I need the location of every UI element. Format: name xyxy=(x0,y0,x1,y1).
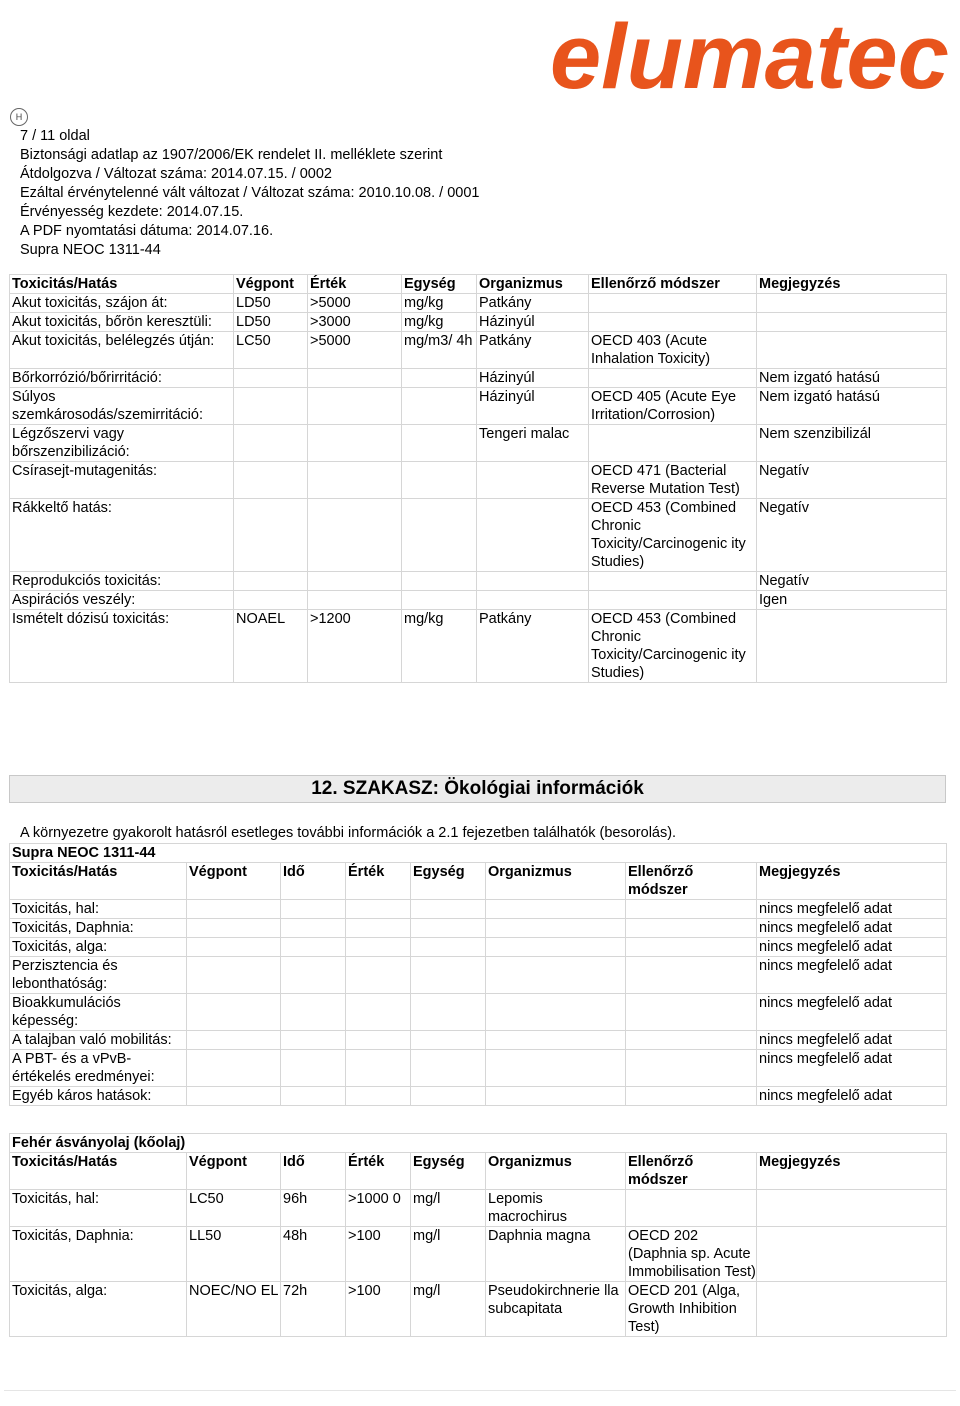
column-header: Toxicitás/Hatás xyxy=(10,275,234,294)
table-cell xyxy=(486,938,626,957)
column-header: Végpont xyxy=(234,275,308,294)
table-cell xyxy=(402,591,477,610)
table-cell: Tengeri malac xyxy=(477,425,589,462)
table-cell xyxy=(411,1050,486,1087)
table-cell xyxy=(234,369,308,388)
page-number: 7 / 11 oldal xyxy=(20,128,90,144)
table-cell: Ismételt dózisú toxicitás: xyxy=(10,610,234,683)
table-cell: nincs megfelelő adat xyxy=(757,900,947,919)
table-cell: Negatív xyxy=(757,572,947,591)
table-cell xyxy=(411,919,486,938)
column-header: Megjegyzés xyxy=(757,1153,947,1190)
table-cell xyxy=(281,1031,346,1050)
table-cell xyxy=(486,1050,626,1087)
table-cell: Csírasejt-mutagenitás: xyxy=(10,462,234,499)
table-cell: >1000 0 xyxy=(346,1190,411,1227)
column-header: Egység xyxy=(411,863,486,900)
column-header: Megjegyzés xyxy=(757,863,947,900)
eco-product-name: Supra NEOC 1311-44 xyxy=(10,844,947,863)
table-cell xyxy=(589,572,757,591)
table-cell xyxy=(757,1282,947,1337)
table-cell: Toxicitás, alga: xyxy=(10,938,187,957)
table-cell xyxy=(626,957,757,994)
table-cell xyxy=(626,1031,757,1050)
table-row xyxy=(10,1031,947,1050)
table-header-row xyxy=(10,863,947,900)
table-cell xyxy=(589,294,757,313)
table-cell xyxy=(757,313,947,332)
table-cell xyxy=(187,1087,281,1106)
table-row xyxy=(10,994,947,1031)
column-header: Organizmus xyxy=(477,275,589,294)
table-cell: Akut toxicitás, bőrön keresztüli: xyxy=(10,313,234,332)
elumatec-logo xyxy=(548,2,960,102)
table-cell xyxy=(402,462,477,499)
table-cell xyxy=(308,499,402,572)
table-cell: Igen xyxy=(757,591,947,610)
column-header: Idő xyxy=(281,1153,346,1190)
table-cell xyxy=(281,919,346,938)
section-12-intro: A környezetre gyakorolt hatásról esetleges további információk a 2.1 fejezetben találhatók (besorolás). xyxy=(20,825,677,841)
table-cell: Nem izgató hatású xyxy=(757,388,947,425)
table-cell: Bioakkumulációs képesség: xyxy=(10,994,187,1031)
table-cell: Toxicitás, Daphnia: xyxy=(10,919,187,938)
table-cell xyxy=(477,591,589,610)
section-12-title: 12. SZAKASZ: Ökológiai információk xyxy=(9,775,946,803)
table-cell xyxy=(281,1087,346,1106)
table-cell xyxy=(589,591,757,610)
table-cell xyxy=(411,1087,486,1106)
table-cell xyxy=(234,591,308,610)
table-cell: mg/l xyxy=(411,1282,486,1337)
column-header: Érték xyxy=(346,1153,411,1190)
table-cell xyxy=(626,1190,757,1227)
table-cell xyxy=(411,938,486,957)
document-header xyxy=(20,127,479,260)
table-cell: Rákkeltő hatás: xyxy=(10,499,234,572)
table-cell xyxy=(626,919,757,938)
table-cell xyxy=(346,1087,411,1106)
table-cell: A PBT- és a vPvB-értékelés eredményei: xyxy=(10,1050,187,1087)
table-cell xyxy=(486,957,626,994)
valid-from-line: Érvényesség kezdete: 2014.07.15. xyxy=(20,204,244,220)
eco-table-mineral-oil-body xyxy=(10,1190,947,1337)
table-cell xyxy=(187,938,281,957)
pdf-date-line: A PDF nyomtatási dátuma: 2014.07.16. xyxy=(20,223,274,239)
table-cell: A talajban való mobilitás: xyxy=(10,1031,187,1050)
page-bottom-rule xyxy=(4,1390,956,1391)
table-cell: mg/m3/ 4h xyxy=(402,332,477,369)
table-cell xyxy=(187,1050,281,1087)
table-cell: Toxicitás, hal: xyxy=(10,900,187,919)
table-cell xyxy=(308,425,402,462)
table-row xyxy=(10,900,947,919)
table-cell xyxy=(477,572,589,591)
table-cell: Bőrkorrózió/bőrirritáció: xyxy=(10,369,234,388)
table-cell: Toxicitás, Daphnia: xyxy=(10,1227,187,1282)
table-cell: mg/kg xyxy=(402,294,477,313)
table-cell: LC50 xyxy=(187,1190,281,1227)
table-cell xyxy=(281,994,346,1031)
table-cell xyxy=(589,369,757,388)
table-cell xyxy=(402,572,477,591)
table-cell: OECD 453 (Combined Chronic Toxicity/Carcinogenic ity Studies) xyxy=(589,499,757,572)
table-cell: nincs megfelelő adat xyxy=(757,1087,947,1106)
table-cell xyxy=(234,425,308,462)
table-cell xyxy=(589,425,757,462)
column-header: Ellenőrző módszer xyxy=(626,863,757,900)
table-cell: OECD 405 (Acute Eye Irritation/Corrosion) xyxy=(589,388,757,425)
table-cell: nincs megfelelő adat xyxy=(757,1050,947,1087)
table-row xyxy=(10,1087,947,1106)
table-cell xyxy=(346,994,411,1031)
table-cell xyxy=(234,499,308,572)
table-cell: Egyéb káros hatások: xyxy=(10,1087,187,1106)
table-cell: Légzőszervi vagy bőrszenzibilizáció: xyxy=(10,425,234,462)
table-cell: OECD 201 (Alga, Growth Inhibition Test) xyxy=(626,1282,757,1337)
table-cell xyxy=(308,462,402,499)
table-cell xyxy=(308,369,402,388)
table-cell xyxy=(308,572,402,591)
table-cell: Toxicitás, alga: xyxy=(10,1282,187,1337)
column-header: Végpont xyxy=(187,1153,281,1190)
table-cell xyxy=(486,900,626,919)
table-cell xyxy=(411,994,486,1031)
table-cell: Házinyúl xyxy=(477,388,589,425)
table-cell xyxy=(402,425,477,462)
table-cell: Súlyos szemkárosodás/szemirritáció: xyxy=(10,388,234,425)
column-header: Toxicitás/Hatás xyxy=(10,863,187,900)
column-header: Végpont xyxy=(187,863,281,900)
table-cell: OECD 202 (Daphnia sp. Acute Immobilisation Test) xyxy=(626,1227,757,1282)
table-row xyxy=(10,572,947,591)
table-row xyxy=(10,294,947,313)
table-cell: OECD 403 (Acute Inhalation Toxicity) xyxy=(589,332,757,369)
table-row xyxy=(10,957,947,994)
table-cell xyxy=(757,1190,947,1227)
table-cell: Házinyúl xyxy=(477,369,589,388)
table-cell: Aspirációs veszély: xyxy=(10,591,234,610)
table-row xyxy=(10,425,947,462)
table-cell: NOEC/NO EL xyxy=(187,1282,281,1337)
table-row xyxy=(10,610,947,683)
regulation-line: Biztonsági adatlap az 1907/2006/EK rendelet II. melléklete szerint xyxy=(20,147,443,163)
toxicology-table-body xyxy=(10,294,947,683)
table-cell: OECD 471 (Bacterial Reverse Mutation Test) xyxy=(589,462,757,499)
column-header: Ellenőrző módszer xyxy=(589,275,757,294)
table-cell xyxy=(477,462,589,499)
table-cell xyxy=(346,938,411,957)
table-header-row xyxy=(10,275,947,294)
replaced-line: Ezáltal érvénytelenné vált változat / Változat száma: 2010.10.08. / 0001 xyxy=(20,185,480,201)
table-row xyxy=(10,1282,947,1337)
table-cell xyxy=(402,499,477,572)
table-cell: Reprodukciós toxicitás: xyxy=(10,572,234,591)
table-cell: NOAEL xyxy=(234,610,308,683)
eco-table-mineral-oil xyxy=(9,1133,947,1337)
table-cell: >100 xyxy=(346,1282,411,1337)
table-cell xyxy=(626,1050,757,1087)
table-cell xyxy=(281,957,346,994)
table-cell xyxy=(346,1050,411,1087)
table-cell xyxy=(626,938,757,957)
table-cell xyxy=(757,294,947,313)
table-cell: 72h xyxy=(281,1282,346,1337)
table-cell: >100 xyxy=(346,1227,411,1282)
table-cell xyxy=(346,1031,411,1050)
table-cell xyxy=(626,1087,757,1106)
table-cell xyxy=(346,957,411,994)
table-cell xyxy=(281,900,346,919)
column-header: Toxicitás/Hatás xyxy=(10,1153,187,1190)
revised-line: Átdolgozva / Változat száma: 2014.07.15. / 0002 xyxy=(20,166,332,182)
table-cell: nincs megfelelő adat xyxy=(757,1031,947,1050)
table-cell xyxy=(486,919,626,938)
table-cell: Perzisztencia és lebonthatóság: xyxy=(10,957,187,994)
table-cell: Patkány xyxy=(477,332,589,369)
table-cell: nincs megfelelő adat xyxy=(757,919,947,938)
eco-table-supra-body xyxy=(10,900,947,1106)
column-header: Érték xyxy=(346,863,411,900)
table-cell xyxy=(626,994,757,1031)
table-cell: >1200 xyxy=(308,610,402,683)
table-cell: Patkány xyxy=(477,610,589,683)
table-row xyxy=(10,919,947,938)
table-cell xyxy=(757,332,947,369)
column-header: Ellenőrző módszer xyxy=(626,1153,757,1190)
table-cell xyxy=(477,499,589,572)
table-row xyxy=(10,1190,947,1227)
table-row xyxy=(10,591,947,610)
table-header-row xyxy=(10,1153,947,1190)
table-cell xyxy=(486,1031,626,1050)
table-cell: OECD 453 (Combined Chronic Toxicity/Carcinogenic ity Studies) xyxy=(589,610,757,683)
table-cell: Házinyúl xyxy=(477,313,589,332)
table-cell: >5000 xyxy=(308,332,402,369)
table-row xyxy=(10,462,947,499)
column-header: Organizmus xyxy=(486,1153,626,1190)
eco-table-title-row xyxy=(10,1134,947,1153)
table-cell xyxy=(346,900,411,919)
table-cell: Negatív xyxy=(757,462,947,499)
table-cell xyxy=(402,369,477,388)
table-row xyxy=(10,369,947,388)
table-cell xyxy=(281,938,346,957)
language-badge: H xyxy=(10,108,28,126)
table-cell xyxy=(187,1031,281,1050)
column-header: Megjegyzés xyxy=(757,275,947,294)
column-header: Egység xyxy=(411,1153,486,1190)
table-cell xyxy=(281,1050,346,1087)
table-cell xyxy=(486,1087,626,1106)
table-cell xyxy=(411,957,486,994)
table-cell xyxy=(187,994,281,1031)
table-cell: LL50 xyxy=(187,1227,281,1282)
table-cell: Pseudokirchnerie lla subcapitata xyxy=(486,1282,626,1337)
table-cell: Lepomis macrochirus xyxy=(486,1190,626,1227)
table-cell: Daphnia magna xyxy=(486,1227,626,1282)
table-cell: Nem szenzibilizál xyxy=(757,425,947,462)
product-name: Supra NEOC 1311-44 xyxy=(20,242,161,258)
table-cell xyxy=(486,994,626,1031)
table-cell xyxy=(234,572,308,591)
table-cell: mg/kg xyxy=(402,610,477,683)
table-row xyxy=(10,938,947,957)
table-cell xyxy=(402,388,477,425)
table-cell: LC50 xyxy=(234,332,308,369)
table-row xyxy=(10,499,947,572)
table-row xyxy=(10,1227,947,1282)
table-cell: Patkány xyxy=(477,294,589,313)
table-cell xyxy=(234,462,308,499)
table-cell: nincs megfelelő adat xyxy=(757,957,947,994)
table-cell: LD50 xyxy=(234,294,308,313)
table-cell xyxy=(411,1031,486,1050)
column-header: Idő xyxy=(281,863,346,900)
table-cell: mg/l xyxy=(411,1227,486,1282)
table-cell: Akut toxicitás, belélegzés útján: xyxy=(10,332,234,369)
table-cell: LD50 xyxy=(234,313,308,332)
table-cell xyxy=(411,900,486,919)
table-cell: Akut toxicitás, szájon át: xyxy=(10,294,234,313)
table-cell: 48h xyxy=(281,1227,346,1282)
table-row xyxy=(10,388,947,425)
table-cell xyxy=(626,900,757,919)
table-cell xyxy=(589,313,757,332)
column-header: Egység xyxy=(402,275,477,294)
table-cell xyxy=(308,591,402,610)
table-cell: 96h xyxy=(281,1190,346,1227)
table-cell xyxy=(757,610,947,683)
table-cell xyxy=(187,957,281,994)
table-cell: mg/kg xyxy=(402,313,477,332)
table-cell: mg/l xyxy=(411,1190,486,1227)
column-header: Érték xyxy=(308,275,402,294)
table-row xyxy=(10,1050,947,1087)
table-cell: Nem izgató hatású xyxy=(757,369,947,388)
table-cell: nincs megfelelő adat xyxy=(757,938,947,957)
logo-text: elumatec xyxy=(550,6,949,102)
table-cell xyxy=(308,388,402,425)
table-cell xyxy=(346,919,411,938)
eco-table-supra xyxy=(9,843,947,1106)
column-header: Organizmus xyxy=(486,863,626,900)
eco-table-title-row xyxy=(10,844,947,863)
table-cell xyxy=(187,900,281,919)
table-cell: Toxicitás, hal: xyxy=(10,1190,187,1227)
table-cell: Negatív xyxy=(757,499,947,572)
table-cell: nincs megfelelő adat xyxy=(757,994,947,1031)
table-cell xyxy=(187,919,281,938)
table-cell xyxy=(234,388,308,425)
table-row xyxy=(10,332,947,369)
table-cell xyxy=(757,1227,947,1282)
table-row xyxy=(10,313,947,332)
mineral-product-name: Fehér ásványolaj (kőolaj) xyxy=(10,1134,947,1153)
table-cell: >5000 xyxy=(308,294,402,313)
table-cell: >3000 xyxy=(308,313,402,332)
toxicology-table xyxy=(9,274,947,683)
